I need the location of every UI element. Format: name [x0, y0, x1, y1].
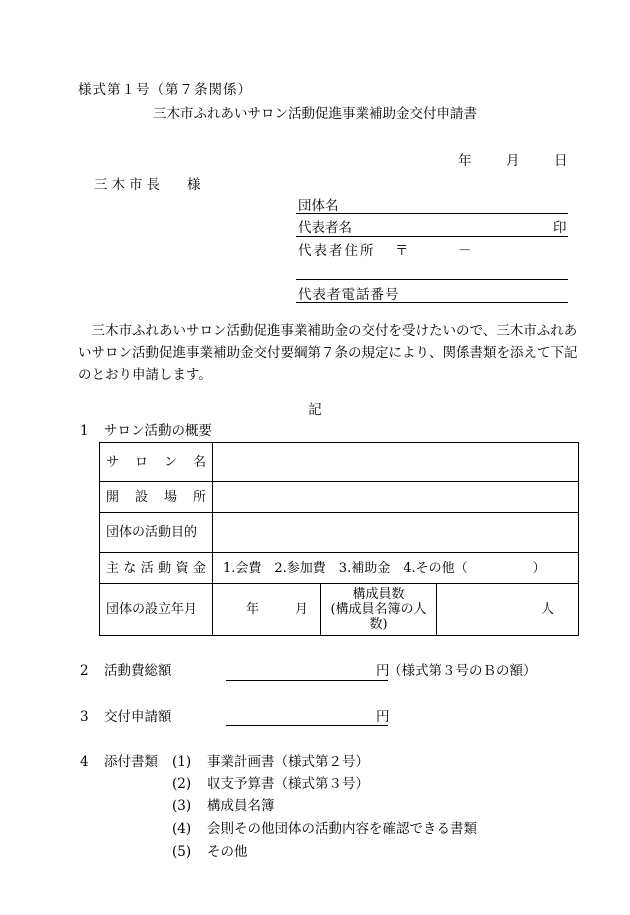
attachment-4-num: (4) [172, 821, 192, 837]
section2-unit: 円 [376, 663, 390, 679]
representative-line[interactable] [296, 236, 568, 237]
attachment-3-text: 構成員名簿 [207, 798, 275, 814]
representative-label: 代表者名 [298, 220, 352, 236]
phone-label: 代表者電話番号 [298, 287, 400, 303]
section3-label: 交付申請額 [104, 709, 172, 725]
attachment-1-text: 事業計画書（様式第２号） [207, 754, 369, 770]
postal-dash: － [458, 243, 472, 259]
attachment-3-num: (3) [172, 798, 192, 814]
founded-label: 団体の設立年月 [100, 584, 213, 636]
group-name-label: 団体名 [298, 198, 339, 214]
members-label [321, 584, 437, 636]
address-label: 代表者住所 [298, 243, 376, 259]
attachment-1-num: (1) [172, 754, 192, 770]
founded-month-label: 月 [295, 602, 309, 617]
table-row [100, 482, 579, 513]
salon-name-label: サ ロ ン 名 [106, 454, 206, 470]
date-month-label: 月 [506, 153, 520, 169]
requested-amount-line[interactable] [226, 725, 388, 726]
section4-label: 添付書類 [104, 754, 158, 770]
members-label-line2: (構成員名簿の人数) [330, 602, 427, 632]
date-day-label: 日 [554, 153, 568, 169]
members-label-line1: 構成員数 [352, 587, 405, 602]
venue-field[interactable] [213, 482, 579, 513]
document-title: 三木市ふれあいサロン活動促進事業補助金交付申請書 [153, 106, 477, 122]
section3-unit: 円 [376, 709, 390, 725]
address-line[interactable] [296, 279, 568, 280]
phone-line[interactable] [296, 302, 568, 303]
section3-number: 3 [80, 709, 89, 725]
attachment-4-text: 会則その他団体の活動内容を確認できる書類 [207, 821, 477, 837]
attachment-2-text: 収支予算書（様式第３号） [207, 776, 369, 792]
seal-mark: 印 [553, 220, 567, 236]
date-year-label: 年 [458, 153, 472, 169]
postal-mark: 〒 [395, 243, 409, 259]
table-row [100, 584, 579, 636]
section1-number: 1 [80, 423, 89, 439]
attachment-5-num: (5) [172, 844, 192, 860]
recipient-name: 三木市長 [94, 177, 164, 193]
table-row [100, 553, 579, 584]
members-unit: 人 [541, 602, 555, 617]
salon-name-field[interactable] [213, 443, 579, 482]
form-number: 様式第１号（第７条関係） [78, 82, 252, 98]
group-name-line[interactable] [296, 213, 568, 214]
venue-label: 開 設 場 所 [106, 489, 206, 505]
founded-field[interactable] [213, 584, 321, 636]
activity-purpose-label: 団体の活動目的 [100, 513, 213, 553]
section1-title: サロン活動の概要 [104, 423, 212, 439]
application-statement: 三木市ふれあいサロン活動促進事業補助金の交付を受けたいので、三木市ふれあいサロン活動促進事業補助金交付要綱第７条の規定により、関係書類を添えて下記のとおり申請します。 [78, 323, 578, 383]
section2-number: 2 [80, 663, 89, 679]
funding-label: 主 な 活 動 資 金 [106, 560, 206, 576]
section2-label: 活動費総額 [104, 663, 172, 679]
funding-options[interactable]: 1.会費 2.参加費 3.補助金 4.その他（ ） [213, 553, 579, 584]
section2-note: （様式第３号のＢの額） [388, 663, 537, 679]
table-row [100, 443, 579, 482]
section4-number: 4 [80, 754, 89, 770]
attachment-2-num: (2) [172, 776, 192, 792]
attachment-5-text: その他 [207, 844, 248, 860]
total-cost-line[interactable] [226, 680, 388, 681]
activity-purpose-field[interactable] [213, 513, 579, 553]
members-field[interactable] [437, 584, 579, 636]
recipient-honorific: 様 [187, 177, 201, 193]
ki-heading: 記 [308, 402, 322, 418]
founded-year-label: 年 [246, 602, 260, 617]
table-row [100, 513, 579, 553]
overview-table [99, 442, 579, 636]
